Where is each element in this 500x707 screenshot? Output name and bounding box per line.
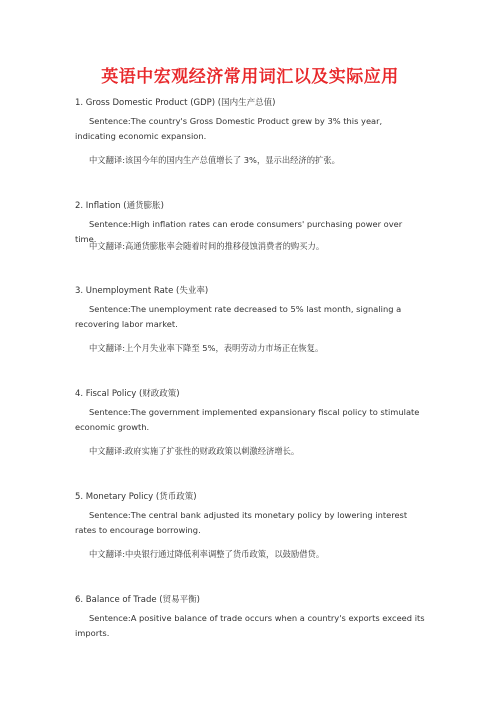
term-heading: 2. Inflation (通货膨胀) — [75, 201, 164, 211]
example-sentence: Sentence:The unemployment rate decreased to 5% last month, signaling a recovering labor market. — [75, 304, 402, 329]
chinese-translation: 中文翻译:上个月失业率下降至 5%，表明劳动力市场正在恢复。 — [89, 343, 324, 353]
vocabulary-entry — [0, 589, 500, 649]
example-sentence: Sentence:The country's Gross Domestic Product grew by 3% this year, indicating economic expansion. — [75, 116, 383, 141]
vocabulary-entry — [0, 195, 500, 280]
example-sentence: Sentence:The central bank adjusted its monetary policy by lowering interest rates to encourage borrowing. — [75, 510, 408, 535]
example-sentence: Sentence:High inflation rates can erode consumers' purchasing power over time. — [75, 219, 403, 244]
chinese-translation: 中文翻译:该国今年的国内生产总值增长了 3%，显示出经济的扩张。 — [89, 155, 340, 165]
chinese-translation: 中文翻译:政府实施了扩张性的财政政策以刺激经济增长。 — [89, 446, 300, 456]
vocabulary-entry — [0, 486, 500, 589]
term-heading: 6. Balance of Trade (贸易平衡) — [75, 595, 200, 605]
example-sentence: Sentence:The government implemented expansionary fiscal policy to stimulate economic growth. — [75, 407, 420, 432]
vocabulary-list — [0, 92, 500, 649]
page-title: 英语中宏观经济常用词汇以及实际应用 — [101, 67, 399, 87]
term-heading: 3. Unemployment Rate (失业率) — [75, 286, 209, 296]
term-heading: 1. Gross Domestic Product (GDP) (国内生产总值) — [75, 98, 276, 108]
chinese-translation: 中文翻译:高通货膨胀率会随着时间的推移侵蚀消费者的购买力。 — [89, 241, 325, 251]
vocabulary-entry — [0, 280, 500, 383]
vocabulary-entry — [0, 92, 500, 195]
term-heading: 4. Fiscal Policy (财政政策) — [75, 389, 180, 399]
chinese-translation: 中文翻译:中央银行通过降低利率调整了货币政策，以鼓励借贷。 — [89, 549, 325, 559]
vocabulary-entry — [0, 383, 500, 486]
example-sentence: Sentence:A positive balance of trade occurs when a country's exports exceed its imports. — [75, 613, 425, 638]
term-heading: 5. Monetary Policy (货币政策) — [75, 492, 197, 502]
